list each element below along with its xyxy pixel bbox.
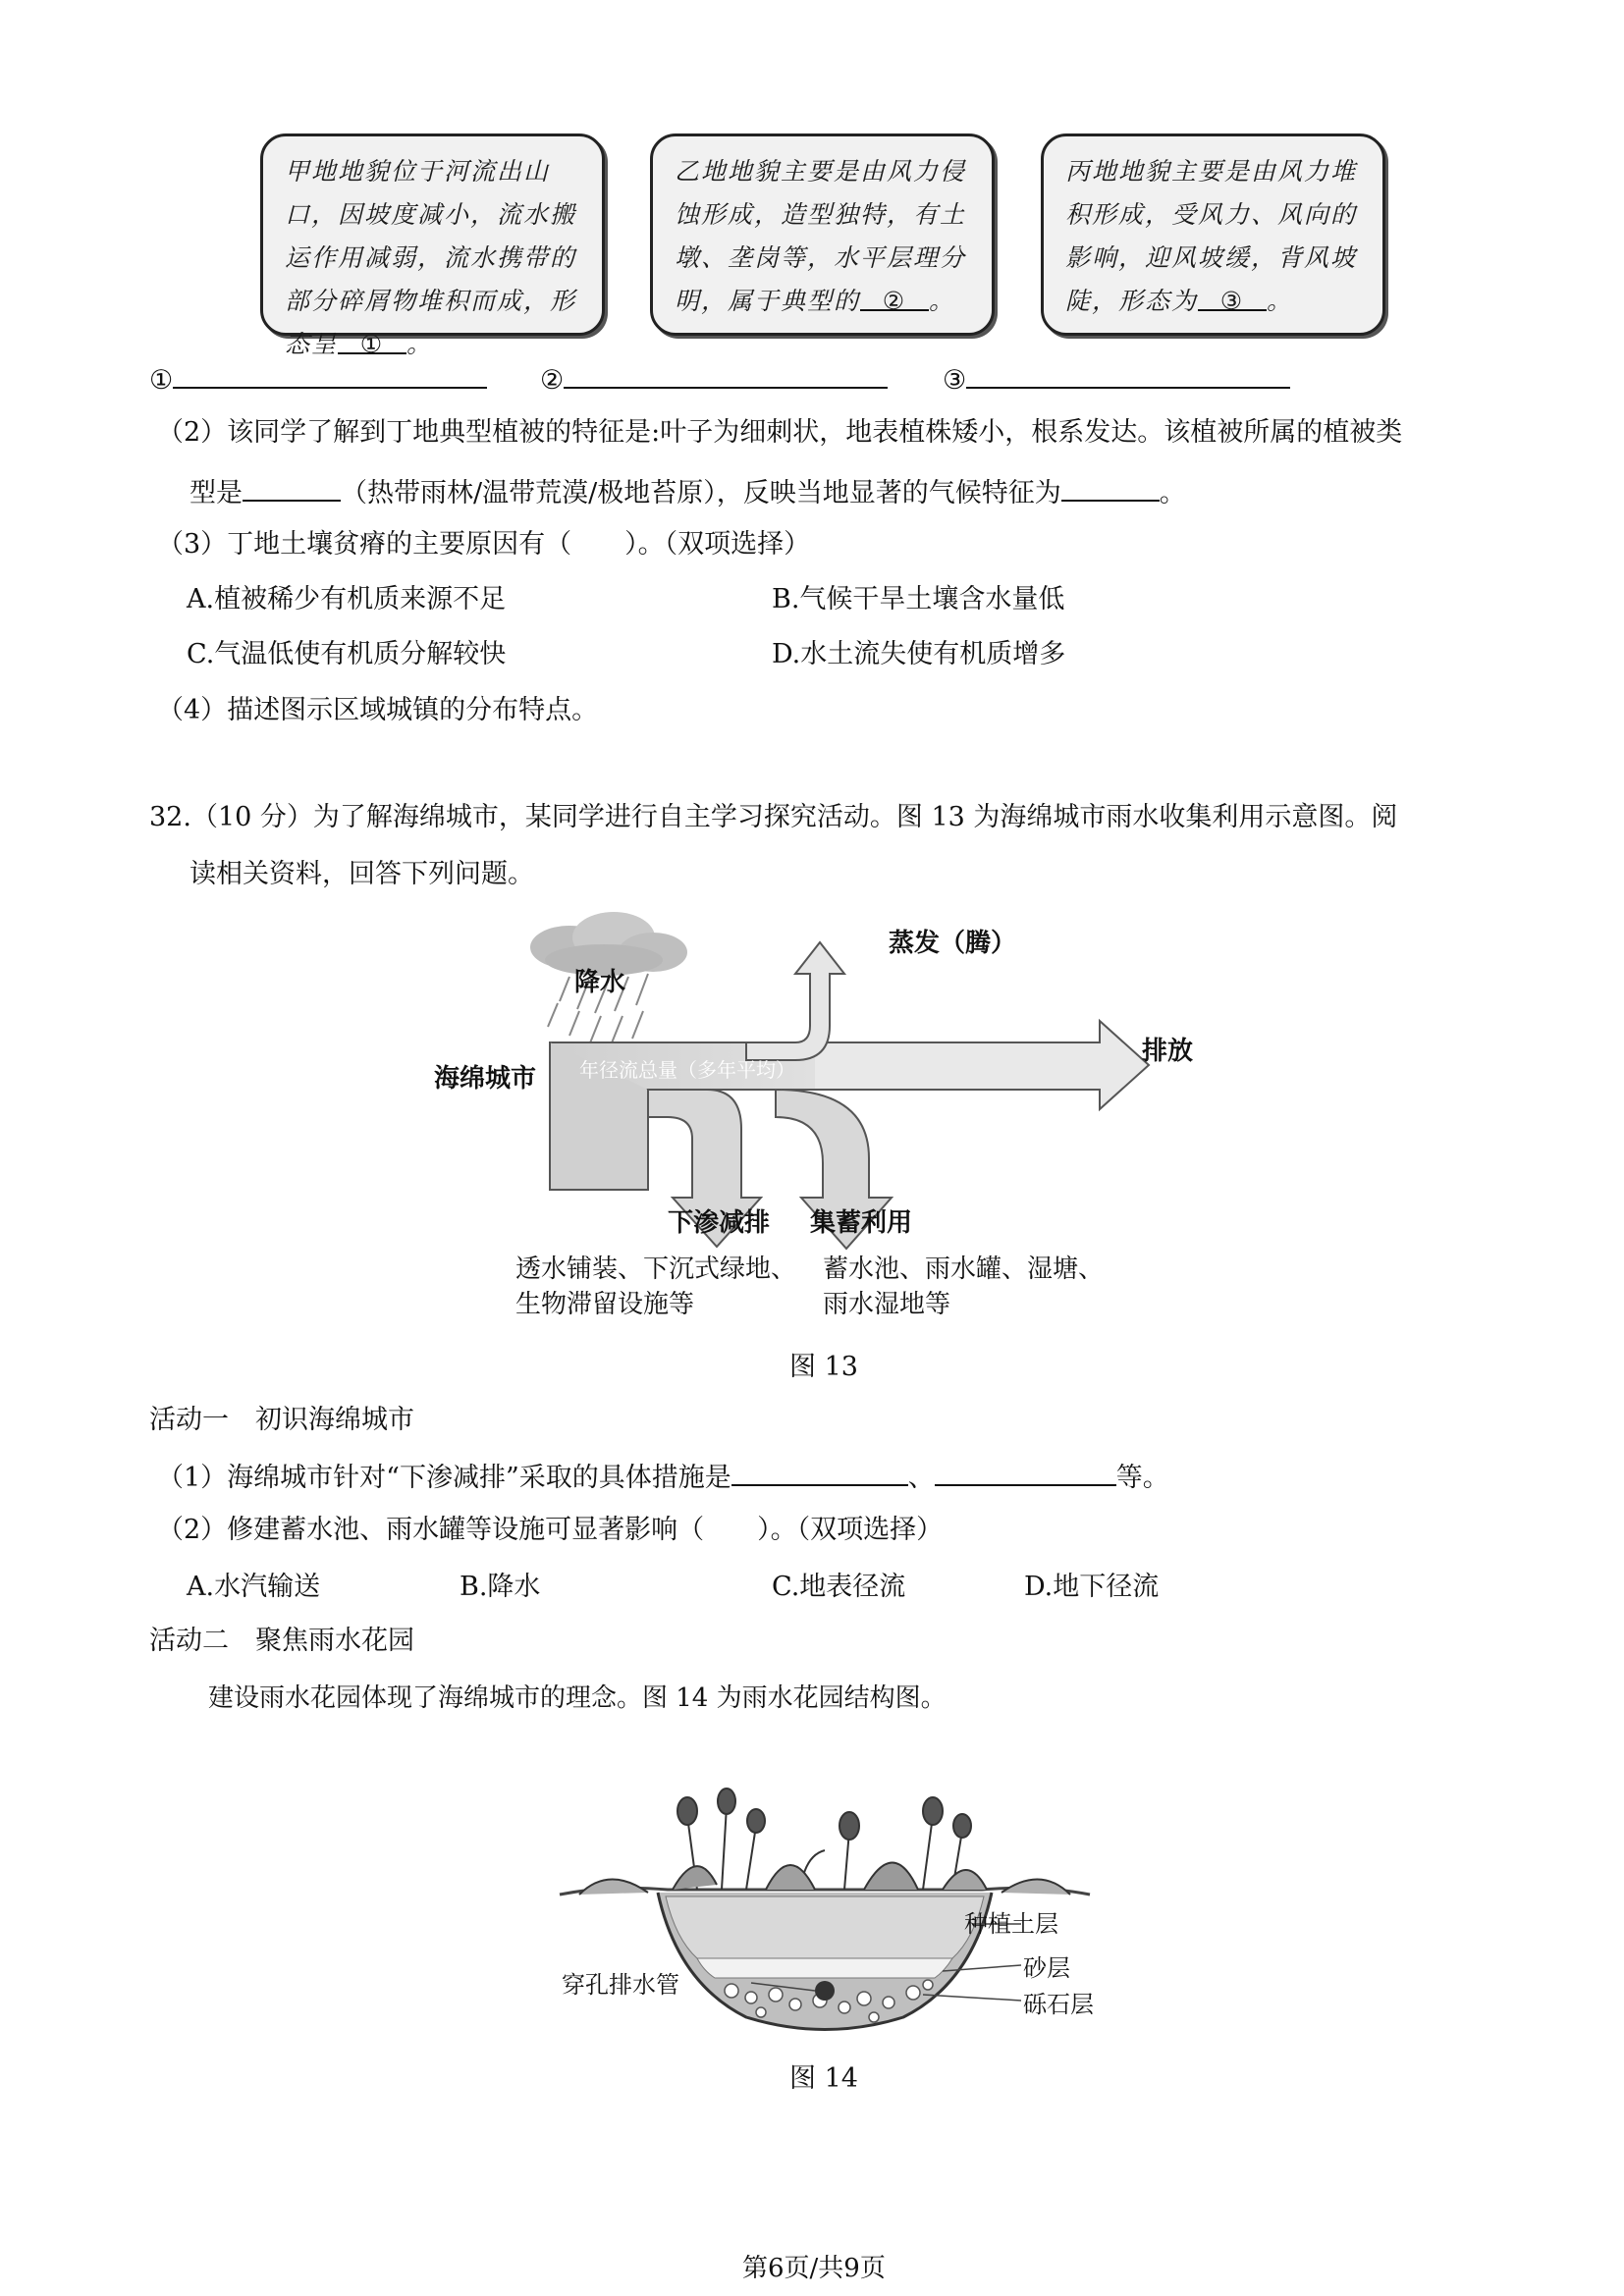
arrow-text: 年径流总量（多年平均） <box>579 1058 795 1082</box>
q4: （4）描述图示区域城镇的分布特点。 <box>157 695 599 725</box>
activity1-option-b[interactable]: B.降水 <box>460 1572 541 1602</box>
label-evaporation: 蒸发（腾） <box>889 929 1017 958</box>
landform-box-b-text: 乙地地貌主要是由风力侵蚀形成，造型独特，有土墩、垄岗等，水平层理分明，属于典型的 <box>675 157 967 315</box>
activity1-q1 <box>157 1455 1169 1498</box>
planting-soil-layer <box>666 1896 984 1958</box>
landform-box-c-text: 丙地地貌主要是由风力堆积形成，受风力、风向的影响，迎风坡缓，背风坡陡，形态为 <box>1065 157 1358 315</box>
q3-option-c[interactable]: C.气温低使有机质分解较快 <box>187 639 507 669</box>
drain-pipe-icon <box>815 1981 835 2001</box>
label-planting-soil: 种植土层 <box>964 1910 1058 1938</box>
q2-climate-blank[interactable] <box>1061 470 1160 502</box>
label-store-detail2: 雨水湿地等 <box>823 1290 951 1319</box>
label-store-detail1: 蓄水池、雨水罐、湿塘、 <box>823 1255 1105 1284</box>
answer-blank-3-marker: ③ <box>943 365 967 396</box>
label-discharge: 排放 <box>1142 1037 1194 1066</box>
label-drain-pipe: 穿孔排水管 <box>562 1971 679 1999</box>
figure-13-caption: 图 13 <box>789 1352 858 1382</box>
q2-line2 <box>189 470 1186 513</box>
q2-line2-end: 。 <box>1159 478 1186 508</box>
landform-box-a: 甲地地貌位于河流出山口，因坡度减小，流水搬运作用减弱，流水携带的部分碎屑物堆积而成，形态呈 ① 。 <box>260 133 605 336</box>
label-infiltrate-detail1: 透水铺装、下沉式绿地、 <box>515 1255 797 1284</box>
answer-blank-1-marker: ① <box>149 365 174 396</box>
answer-blank-3 <box>943 357 1290 400</box>
q3-stem: （3）丁地土壤贫瘠的主要原因有（ ）。（双项选择） <box>157 529 811 560</box>
q3-option-b[interactable]: B.气候干旱土壤含水量低 <box>772 584 1065 614</box>
label-infiltrate: 下渗减排 <box>668 1208 771 1238</box>
answer-blank-2-marker: ② <box>540 365 565 396</box>
answer-blank-3-line[interactable] <box>966 357 1290 389</box>
activity1-option-c[interactable]: C.地表径流 <box>772 1572 906 1602</box>
landform-box-b-marker: ② <box>860 280 929 311</box>
answer-blank-1 <box>149 357 487 400</box>
activity1-q1-blank-1[interactable] <box>731 1455 908 1486</box>
discharge-arrow <box>815 1021 1149 1109</box>
q3-option-a[interactable]: A.植被稀少有机质来源不足 <box>187 584 507 614</box>
q32-line1: 32.（10 分）为了解海绵城市，某同学进行自主学习探究活动。图 13 为海绵城市雨水收集利用示意图。阅 <box>149 802 1398 832</box>
figure-14-caption: 图 14 <box>789 2063 858 2094</box>
sand-layer <box>697 1958 952 1978</box>
answer-blank-1-line[interactable] <box>173 357 487 389</box>
landform-box-c: 丙地地貌主要是由风力堆积形成，受风力、风向的影响，迎风坡缓，背风坡陡，形态为 ③ 。 <box>1041 133 1385 336</box>
figure-13 <box>422 903 1208 1325</box>
activity1-q1-prefix: （1）海绵城市针对“下渗减排”采取的具体措施是 <box>157 1463 731 1493</box>
figure-14 <box>550 1737 1100 2052</box>
q32-line2: 读相关资料，回答下列问题。 <box>189 859 534 889</box>
label-infiltrate-detail2: 生物滞留设施等 <box>515 1290 695 1319</box>
activity1-q1-separator: 、 <box>907 1463 935 1493</box>
activity1-option-d[interactable]: D.地下径流 <box>1024 1572 1160 1602</box>
landform-box-a-text: 甲地地貌位于河流出山口，因坡度减小，流水搬运作用减弱，流水携带的部分碎屑物堆积而成，形态呈 <box>285 157 577 358</box>
answer-blank-2 <box>540 357 888 400</box>
activity1-option-a[interactable]: A.水汽输送 <box>187 1572 321 1602</box>
page-footer: 第6页/共9页 <box>742 2254 886 2283</box>
activity1-q1-suffix: 等。 <box>1115 1463 1169 1493</box>
activity1-q2: （2）修建蓄水池、雨水罐等设施可显著影响（ ）。（双项选择） <box>157 1515 944 1545</box>
activity2-title: 活动二 聚焦雨水花园 <box>149 1626 414 1656</box>
label-store: 集蓄利用 <box>810 1208 913 1238</box>
answer-blank-2-line[interactable] <box>564 357 888 389</box>
label-city: 海绵城市 <box>434 1064 537 1094</box>
landform-box-b: 乙地地貌主要是由风力侵蚀形成，造型独特，有土墩、垄岗等，水平层理分明，属于典型的 ② 。 <box>650 133 995 336</box>
label-sand: 砂层 <box>1023 1954 1070 1982</box>
activity2-intro: 建设雨水花园体现了海绵城市的理念。图 14 为雨水花园结构图。 <box>208 1683 947 1713</box>
activity1-q1-blank-2[interactable] <box>935 1455 1116 1486</box>
figure-14-diagram <box>550 1737 1100 2052</box>
q2-line2-middle: （热带雨林/温带荒漠/极地苔原），反映当地显著的气候特征为 <box>341 478 1061 508</box>
landform-box-a-marker: ① <box>338 323 406 354</box>
label-rain: 降水 <box>574 968 626 997</box>
label-gravel: 砾石层 <box>1023 1991 1094 2018</box>
q3-option-d[interactable]: D.水土流失使有机质增多 <box>772 639 1066 669</box>
landform-box-c-marker: ③ <box>1198 280 1267 311</box>
q2-line1: （2）该同学了解到丁地典型植被的特征是:叶子为细刺状，地表植株矮小，根系发达。该植被所属的植被类 <box>157 417 1403 448</box>
q2-line2-prefix: 型是 <box>189 478 243 508</box>
plants-icon <box>579 1789 1070 1895</box>
activity1-title: 活动一 初识海绵城市 <box>149 1405 414 1435</box>
q2-vegetation-blank[interactable] <box>243 470 341 502</box>
